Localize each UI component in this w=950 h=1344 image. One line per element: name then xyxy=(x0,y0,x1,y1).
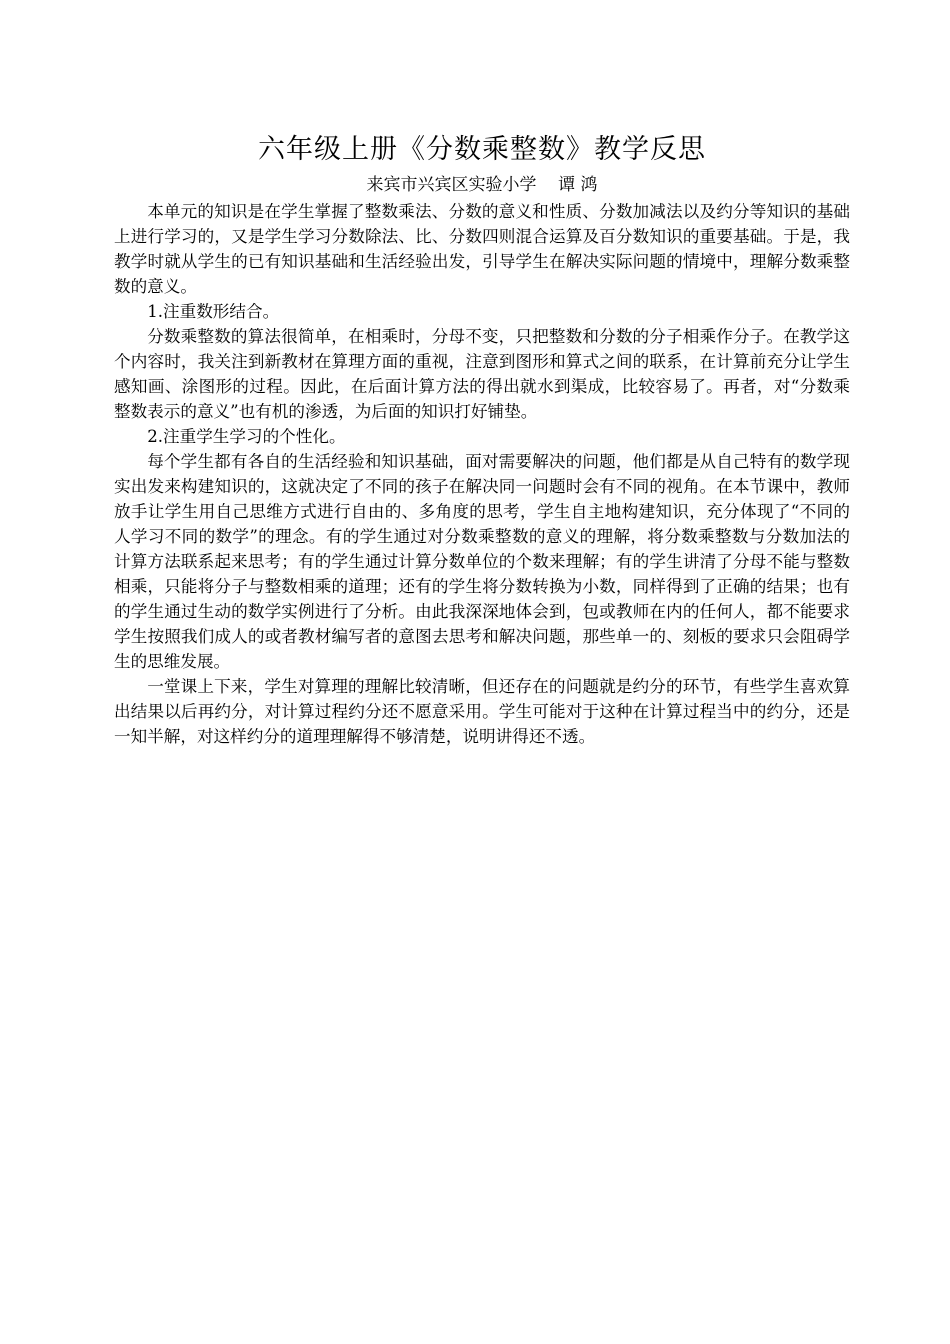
document-page xyxy=(114,128,850,749)
author-line: 来宾市兴宾区实验小学 谭 鸿 xyxy=(366,175,598,195)
paragraph-intro: 本单元的知识是在学生掌握了整数乘法、分数的意义和性质、分数加减法以及约分等知识的基础上进行学习的，又是学生学习分数除法、比、分数四则混合运算及百分数知识的重要基础。于是，我教学时就从学生的已有知识基础和生活经验出发，引导学生在解决实际问题的情境中，理解分数乘整数的意义。 xyxy=(114,202,850,296)
section-heading-1: 1.注重数形结合。 xyxy=(147,302,280,321)
section-heading-2: 2.注重学生学习的个性化。 xyxy=(147,427,346,446)
document-title: 六年级上册《分数乘整数》教学反思 xyxy=(258,134,706,165)
paragraph-section-1: 分数乘整数的算法很简单，在相乘时，分母不变，只把整数和分数的分子相乘作分子。在教学这个内容时，我关注到新教材在算理方面的重视，注意到图形和算式之间的联系，在计算前充分让学生感知画、涂图形的过程。因此，在后面计算方法的得出就水到渠成，比较容易了。再者，对“分数乘整数表示的意义”也有机的渗透，为后面的知识打好铺垫。 xyxy=(114,327,850,421)
paragraph-section-2: 每个学生都有各自的生活经验和知识基础，面对需要解决的问题，他们都是从自己特有的数学现实出发来构建知识的，这就决定了不同的孩子在解决同一问题时会有不同的视角。在本节课中，教师放手让学生用自己思维方式进行自由的、多角度的思考，学生自主地构建知识，充分体现了“不同的人学习不同的数学”的理念。有的学生通过对分数乘整数的意义的理解，将分数乘整数与分数加法的计算方法联系起来思考；有的学生通过计算分数单位的个数来理解；有的学生讲清了分母不能与整数相乘，只能将分子与整数相乘的道理；还有的学生将分数转换为小数，同样得到了正确的结果；也有的学生通过生动的数学实例进行了分析。由此我深深地体会到，包或教师在内的任何人，都不能要求学生按照我们成人的或者教材编写者的意图去思考和解决问题，那些单一的、刻板的要求只会阻碍学生的思维发展。 xyxy=(114,452,850,671)
paragraph-conclusion: 一堂课上下来，学生对算理的理解比较清晰，但还存在的问题就是约分的环节，有些学生喜欢算出结果以后再约分，对计算过程约分还不愿意采用。学生可能对于这种在计算过程当中的约分，还是一知半解，对这样约分的道理理解得不够清楚，说明讲得还不透。 xyxy=(114,677,850,746)
